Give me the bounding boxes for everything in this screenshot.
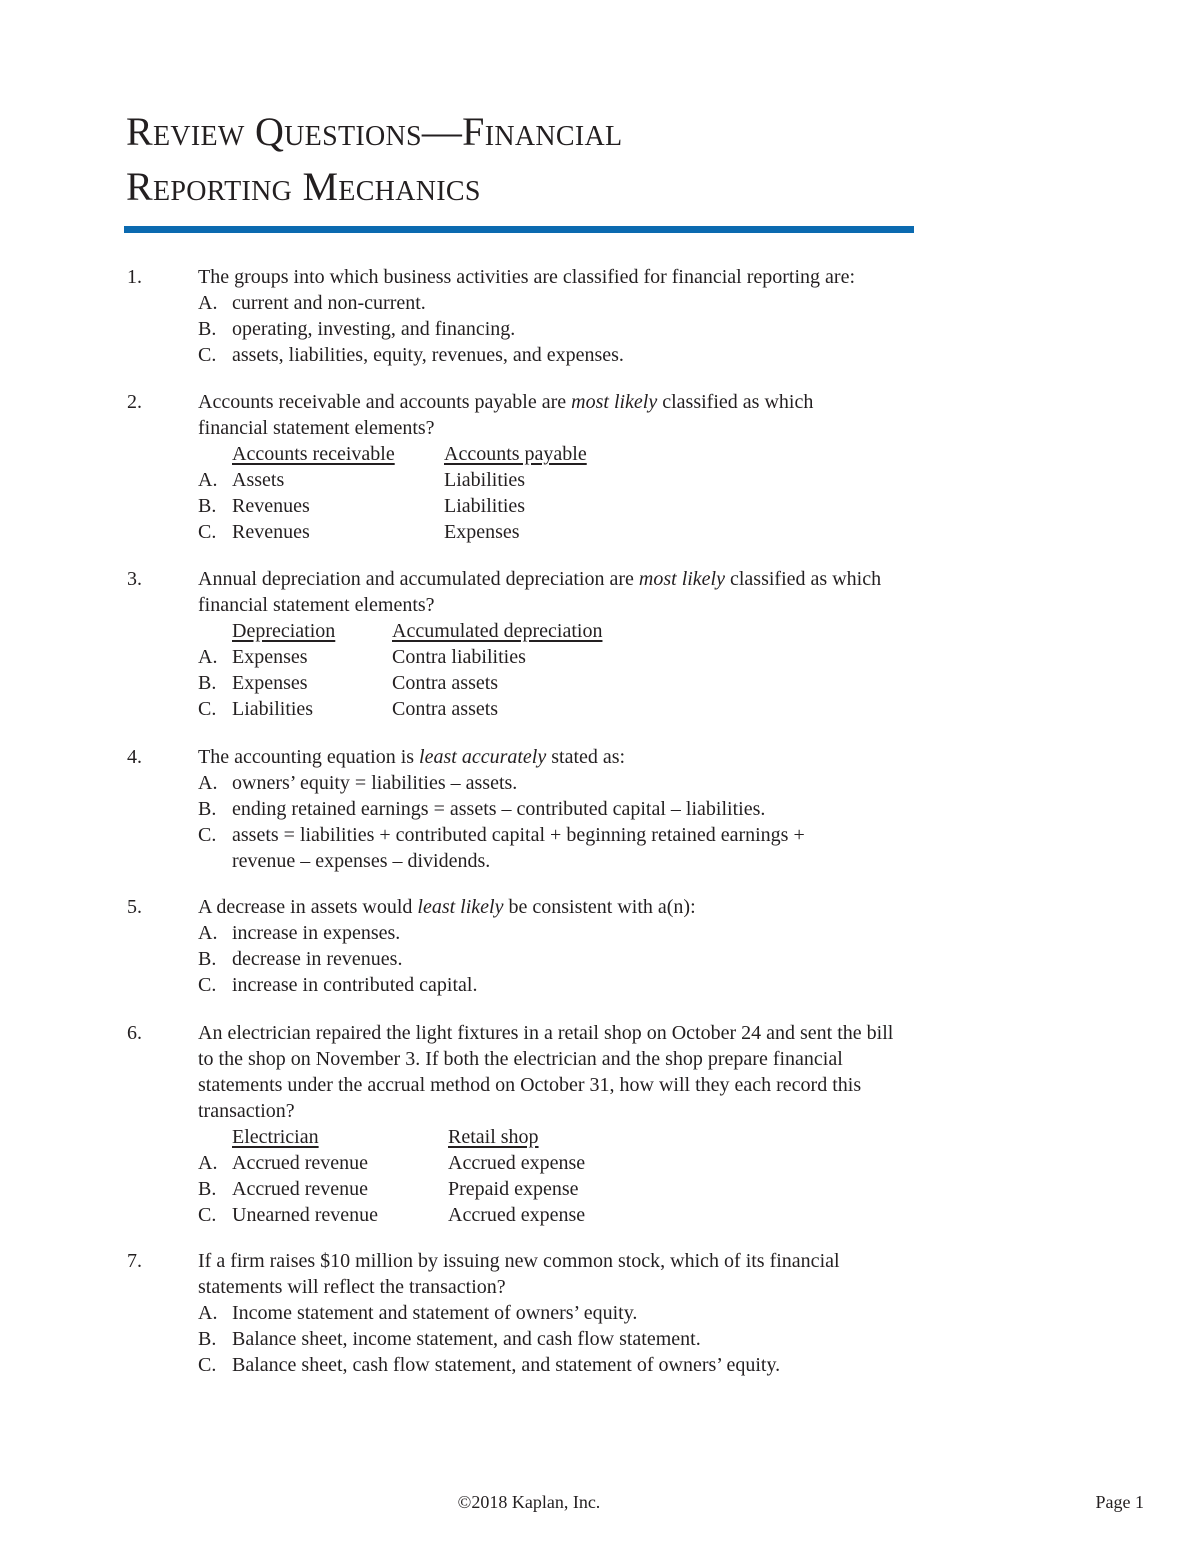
option-letter: B. — [198, 1328, 217, 1350]
answer-option-c — [198, 342, 922, 368]
column-header: Accounts receivable — [232, 443, 395, 465]
option-letter: C. — [198, 521, 217, 543]
question-5 — [0, 894, 1200, 998]
question-2 — [0, 389, 1200, 545]
option-letter: B. — [198, 948, 217, 970]
option-letter: C. — [198, 1354, 217, 1376]
option-text: increase in expenses. — [232, 922, 401, 944]
emphasis: least accurately — [419, 746, 547, 768]
option-cell: Expenses — [232, 646, 308, 668]
option-text: Income statement and statement of owners’ equity. — [232, 1302, 638, 1324]
question-stem: If a firm raises $10 million by issuing new common stock, which of its financial statements will reflect the transaction? — [198, 1250, 840, 1298]
answer-table-header — [198, 441, 1200, 467]
option-letter: C. — [198, 698, 217, 720]
option-text: increase in contributed capital. — [232, 974, 478, 996]
answer-option-c — [198, 972, 922, 998]
answer-table-header — [198, 618, 1200, 644]
option-cell: Unearned revenue — [232, 1204, 379, 1226]
option-cell: Revenues — [232, 521, 310, 543]
answer-option-a — [198, 290, 922, 316]
option-cell: Accrued expense — [448, 1204, 586, 1226]
answer-table-header — [198, 1124, 1200, 1150]
option-letter: B. — [198, 1178, 217, 1200]
option-text: owners’ equity = liabilities – assets. — [232, 772, 518, 794]
option-letter: A. — [198, 922, 218, 944]
option-text: Balance sheet, cash flow statement, and statement of owners’ equity. — [232, 1354, 781, 1376]
option-letter: C. — [198, 974, 217, 996]
question-stem: A decrease in assets would least likely be consistent with a(n): — [198, 896, 696, 918]
question-stem: An electrician repaired the light fixtures in a retail shop on October 24 and sent the bill to the shop on November 3. If both the electrician and the shop prepare financial statements under the accrual method on October 31, how will they each record this transaction? — [198, 1022, 894, 1122]
footer-page-number: Page 1 — [1095, 1492, 1144, 1512]
answer-option-b — [198, 1176, 1200, 1202]
column-header: Electrician — [232, 1126, 319, 1148]
answer-option-b — [198, 796, 922, 822]
option-cell: Assets — [232, 469, 285, 491]
column-header: Accumulated depreciation — [392, 620, 603, 642]
footer-copyright: ©2018 Kaplan, Inc. — [457, 1492, 601, 1512]
option-letter: A. — [198, 772, 218, 794]
question-number: 7. — [127, 1250, 142, 1272]
question-number: 2. — [127, 391, 142, 413]
option-cell: Contra assets — [392, 672, 499, 694]
option-cell: Expenses — [232, 672, 308, 694]
option-letter: C. — [198, 1204, 217, 1226]
option-letter: C. — [198, 824, 217, 846]
question-7 — [0, 1248, 1200, 1378]
option-cell: Contra assets — [392, 698, 499, 720]
answer-option-a — [198, 467, 1200, 493]
question-1 — [0, 264, 1200, 368]
option-cell: Contra liabilities — [392, 646, 526, 668]
column-header: Accounts payable — [444, 443, 587, 465]
question-number: 3. — [127, 568, 142, 590]
question-stem: Annual depreciation and accumulated depreciation are most likely classified as which financial statement elements? — [198, 568, 882, 616]
answer-option-a — [198, 770, 922, 796]
question-6 — [0, 1020, 1200, 1228]
answer-option-c — [198, 519, 1200, 545]
option-letter: B. — [198, 318, 217, 340]
question-stem: The accounting equation is least accurately stated as: — [198, 746, 626, 768]
option-text: current and non-current. — [232, 292, 426, 314]
emphasis: most likely — [638, 568, 725, 590]
option-text: assets, liabilities, equity, revenues, and expenses. — [232, 344, 624, 366]
answer-option-c — [198, 822, 872, 874]
option-letter: A. — [198, 469, 218, 491]
option-text: ending retained earnings = assets – contributed capital – liabilities. — [232, 798, 766, 820]
answer-option-b — [198, 493, 1200, 519]
answer-option-a — [198, 1150, 1200, 1176]
answer-option-c — [198, 1352, 922, 1378]
emphasis: least likely — [417, 896, 504, 918]
option-cell: Accrued revenue — [232, 1152, 369, 1174]
answer-option-c — [198, 696, 1200, 722]
answer-option-a — [198, 920, 922, 946]
option-cell: Liabilities — [444, 469, 526, 491]
answer-option-a — [198, 1300, 922, 1326]
option-text: Balance sheet, income statement, and cash flow statement. — [232, 1328, 701, 1350]
option-letter: A. — [198, 1152, 218, 1174]
page-title-line-2: Reporting Mechanics — [126, 164, 481, 209]
option-letter: A. — [198, 646, 218, 668]
answer-option-b — [198, 946, 922, 972]
option-cell: Expenses — [444, 521, 520, 543]
column-header: Depreciation — [232, 620, 336, 642]
answer-option-a — [198, 644, 1200, 670]
question-stem: Accounts receivable and accounts payable are most likely classified as which financial statement elements? — [198, 391, 814, 439]
option-cell: Liabilities — [444, 495, 526, 517]
question-number: 1. — [127, 266, 142, 288]
option-letter: A. — [198, 1302, 218, 1324]
option-letter: C. — [198, 344, 217, 366]
option-letter: B. — [198, 672, 217, 694]
option-text: decrease in revenues. — [232, 948, 403, 970]
answer-option-b — [198, 670, 1200, 696]
option-cell: Revenues — [232, 495, 310, 517]
answer-option-b — [198, 316, 922, 342]
question-4 — [0, 744, 1200, 874]
title-divider-rule — [124, 226, 914, 233]
option-cell: Liabilities — [232, 698, 314, 720]
option-cell: Accrued expense — [448, 1152, 586, 1174]
emphasis: most likely — [571, 391, 658, 413]
option-text: assets = liabilities + contributed capital + beginning retained earnings + revenue – expenses – dividends. — [232, 824, 805, 872]
answer-option-c — [198, 1202, 1200, 1228]
option-letter: B. — [198, 798, 217, 820]
question-number: 4. — [127, 746, 142, 768]
page-title-line-1: Review Questions—Financial — [126, 109, 623, 154]
option-text: operating, investing, and financing. — [232, 318, 516, 340]
option-cell: Accrued revenue — [232, 1178, 369, 1200]
column-header: Retail shop — [448, 1126, 539, 1148]
option-cell: Prepaid expense — [448, 1178, 579, 1200]
question-number: 6. — [127, 1022, 142, 1044]
question-3 — [0, 566, 1200, 722]
question-stem: The groups into which business activities are classified for financial reporting are: — [198, 266, 856, 288]
option-letter: B. — [198, 495, 217, 517]
page-title — [126, 104, 622, 214]
answer-option-b — [198, 1326, 922, 1352]
option-letter: A. — [198, 292, 218, 314]
question-number: 5. — [127, 896, 142, 918]
